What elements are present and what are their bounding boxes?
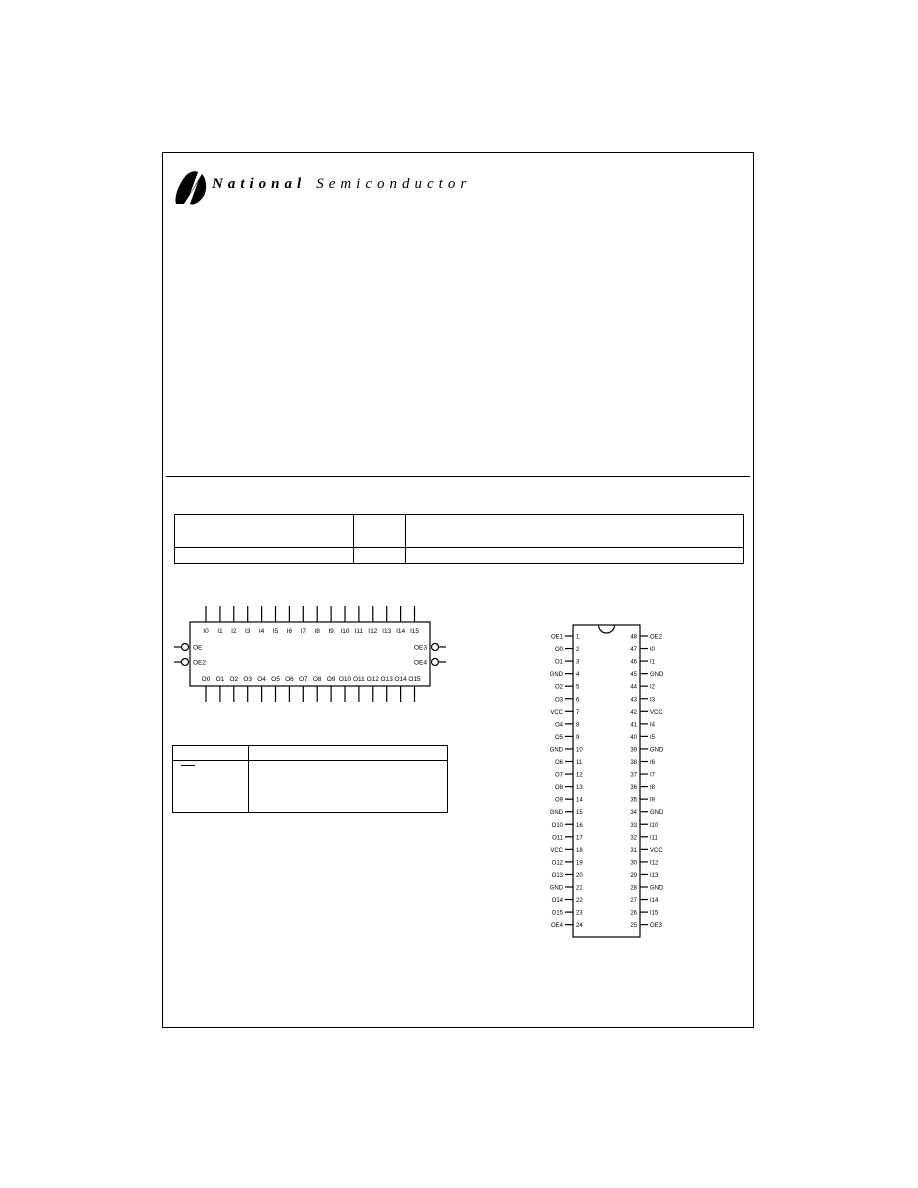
ordering-table-col-divider	[353, 515, 354, 563]
pin-number: 34	[630, 810, 637, 817]
pin-number: 45	[630, 672, 637, 679]
pin-name: GND	[650, 747, 664, 754]
pin-number: 20	[576, 872, 583, 879]
output-label: O14	[394, 676, 407, 683]
output-label: O6	[285, 676, 294, 683]
pin-name: O13	[551, 872, 563, 879]
pin-number: 39	[630, 747, 637, 754]
enable-label: OE2	[193, 659, 207, 667]
pin-number: 22	[576, 898, 583, 905]
pin-number: 30	[630, 860, 637, 867]
input-label: I15	[409, 628, 420, 635]
pin-number: 46	[630, 659, 637, 666]
pin-name: O8	[554, 785, 563, 792]
pin-name: VCC	[650, 847, 663, 854]
pin-name: O11	[552, 835, 563, 842]
overbar-mark	[181, 765, 195, 766]
pin-name: I15	[650, 910, 659, 917]
pin-name: I6	[650, 760, 656, 766]
pin-number: 16	[576, 822, 583, 829]
input-label: I13	[382, 628, 392, 635]
input-label: I5	[272, 628, 279, 635]
input-label: I0	[203, 628, 209, 635]
pin-name: OE3	[650, 923, 663, 930]
pin-name: OE4	[550, 923, 563, 930]
pin-name: O9	[554, 797, 563, 804]
input-label: I12	[368, 628, 378, 635]
pin-name: GND	[650, 885, 664, 892]
pin-name: OE2	[650, 634, 663, 641]
pin-name: O14	[551, 898, 563, 905]
pin-table-row-divider	[173, 760, 447, 761]
pin-name: VCC	[550, 709, 563, 716]
pin-number: 43	[630, 697, 637, 704]
pin-number: 1	[576, 634, 580, 641]
pin-number: 6	[576, 697, 580, 704]
pin-name: O3	[554, 697, 563, 704]
pin-number: 9	[576, 734, 580, 741]
pin-number: 31	[630, 847, 637, 854]
pin-number: 24	[576, 923, 583, 930]
pin-name: I7	[650, 772, 656, 779]
pin-number: 25	[630, 923, 637, 930]
section-divider	[166, 476, 750, 477]
pin-name: I0	[650, 647, 656, 654]
pin-name: GND	[549, 810, 563, 817]
ordering-table-row-divider	[175, 547, 743, 548]
pin-name: O0	[554, 647, 563, 654]
input-label: I8	[314, 628, 320, 635]
pin-number: 13	[576, 785, 583, 792]
output-label: O15	[408, 676, 421, 683]
pin-number: 12	[576, 772, 583, 779]
output-label: O2	[229, 676, 239, 683]
pin-name: GND	[549, 672, 563, 679]
pin-name: I1	[650, 659, 656, 666]
pin-number: 40	[630, 734, 637, 741]
pin-name: I4	[650, 722, 656, 729]
pin-name: I3	[650, 697, 656, 704]
pin-number: 27	[630, 898, 637, 905]
brand-name-bold: National	[212, 176, 307, 192]
pin-name: I9	[650, 797, 656, 804]
pin-number: 41	[630, 722, 637, 729]
pin-number: 19	[576, 860, 583, 867]
input-label: I4	[258, 628, 265, 635]
output-label: O3	[243, 676, 253, 683]
pin-number: 14	[576, 797, 583, 804]
pin-number: 33	[630, 822, 637, 829]
pin-name: O10	[551, 822, 563, 829]
pin-name: I14	[650, 898, 659, 905]
pin-number: 15	[576, 810, 583, 817]
pin-number: 29	[630, 872, 637, 879]
pin-name: GND	[650, 672, 664, 679]
output-label: O8	[312, 676, 322, 683]
pin-name: VCC	[550, 847, 563, 854]
input-label: I11	[354, 628, 364, 635]
enable-label: OE3	[413, 644, 427, 652]
output-label: O11	[352, 676, 365, 683]
output-label: O13	[380, 676, 393, 683]
pin-number: 2	[576, 647, 580, 654]
pin-name: I13	[650, 872, 659, 879]
pin-name: I11	[650, 835, 658, 842]
pin-name: O15	[551, 910, 563, 917]
pin-number: 3	[576, 659, 580, 666]
output-label: O7	[298, 676, 308, 683]
pin-number: 37	[630, 772, 637, 779]
input-label: I7	[300, 628, 307, 635]
pin-name: O6	[554, 760, 563, 766]
pin-name: I5	[650, 734, 656, 741]
pin-name: I2	[650, 684, 656, 691]
output-label: O4	[257, 676, 266, 683]
enable-label: OE	[193, 644, 203, 652]
input-label: I6	[286, 628, 293, 635]
pin-number: 26	[630, 910, 637, 917]
output-label: O12	[366, 676, 379, 683]
pin-table-col-divider	[248, 746, 249, 812]
pin-name: O12	[551, 860, 563, 867]
output-label: O9	[326, 676, 336, 683]
pin-number: 18	[576, 847, 583, 854]
pin-number: 32	[630, 835, 637, 842]
pin-name: O4	[554, 722, 563, 729]
pin-number: 38	[630, 760, 637, 766]
pin-name: I10	[650, 822, 659, 829]
output-label: O0	[201, 676, 211, 683]
input-label: I3	[244, 628, 251, 635]
pin-number: 48	[630, 634, 637, 641]
pin-number: 21	[576, 885, 583, 892]
pin-number: 5	[576, 684, 580, 691]
pin-name: OE1	[550, 634, 563, 641]
pin-number: 8	[576, 722, 580, 729]
national-logo-icon	[172, 168, 210, 208]
output-label: O10	[338, 676, 352, 683]
input-label: I1	[217, 628, 223, 635]
pin-name: O7	[554, 772, 563, 779]
pin-name: O2	[554, 684, 563, 691]
input-label: I9	[328, 628, 334, 635]
pin-number: 35	[630, 797, 637, 804]
pin-name: GND	[549, 747, 563, 754]
pin-number: 11	[576, 760, 583, 766]
brand-name-light: Semiconductor	[316, 176, 472, 192]
ordering-table	[174, 514, 744, 564]
pin-name: O5	[554, 734, 563, 741]
pin-number: 42	[630, 709, 637, 716]
brand-wordmark	[212, 176, 471, 193]
pin-number: 28	[630, 885, 637, 892]
pin-description-table	[172, 745, 448, 813]
pin-name: VCC	[650, 709, 663, 716]
pin-number: 47	[630, 647, 637, 654]
pin-number: 23	[576, 910, 583, 917]
output-label: O1	[215, 676, 225, 683]
pin-number: 44	[630, 684, 637, 691]
input-label: I14	[396, 628, 406, 635]
pin-name: I8	[650, 785, 656, 792]
pin-number: 17	[576, 835, 583, 842]
pin-number: 36	[630, 785, 637, 792]
pin-name: GND	[650, 810, 664, 817]
enable-label: OE4	[413, 659, 427, 667]
pin-name: O1	[554, 659, 563, 666]
input-label: I2	[231, 628, 237, 635]
pin-number: 4	[576, 672, 580, 679]
output-label: O5	[271, 676, 280, 683]
page-frame	[162, 152, 754, 1028]
pin-number: 10	[576, 747, 583, 754]
ordering-table-col-divider	[405, 515, 406, 563]
pin-number: 7	[576, 709, 580, 716]
input-label: I10	[340, 628, 350, 635]
pin-name: GND	[549, 885, 563, 892]
pin-name: I12	[650, 860, 659, 867]
